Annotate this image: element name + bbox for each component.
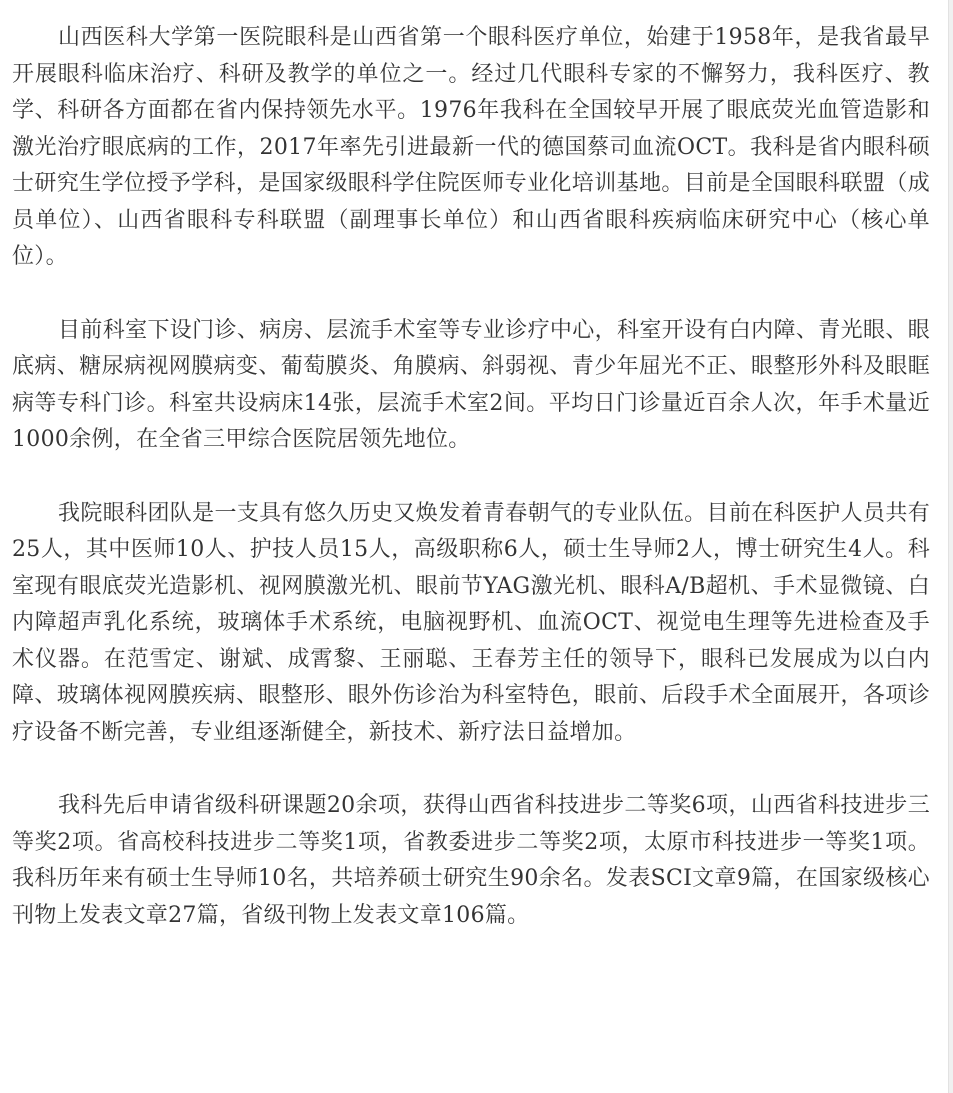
scrollbar-edge[interactable] <box>948 0 953 1093</box>
paragraph-team: 我院眼科团队是一支具有悠久历史又焕发着青春朝气的专业队伍。目前在科医护人员共有25人，其中医师10人、护技人员15人，高级职称6人，硕士生导师2人，博士研究生4人。科室现有眼底荧光造影机、视网膜激光机、眼前节YAG激光机、眼科A/B超机、手术显微镜、白内障超声乳化系统，玻璃体手术系统，电脑视野机、血流OCT、视觉电生理等先进检查及手术仪器。在范雪定、谢斌、成霄黎、王丽聪、王春芳主任的领导下，眼科已发展成为以白内障、玻璃体视网膜疾病、眼整形、眼外伤诊治为科室特色，眼前、后段手术全面展开，各项诊疗设备不断完善，专业组逐渐健全，新技术、新疗法日益增加。 <box>12 500 930 745</box>
paragraph-research: 我科先后申请省级科研课题20余项，获得山西省科技进步二等奖6项，山西省科技进步三等奖2项。省高校科技进步二等奖1项，省教委进步二等奖2项，太原市科技进步一等奖1项。我科历年来有硕士生导师10名，共培养硕士研究生90余名。发表SCI文章9篇，在国家级核心刊物上发表文章27篇，省级刊物上发表文章106篇。 <box>12 793 930 928</box>
paragraph-history: 山西医科大学第一医院眼科是山西省第一个眼科医疗单位，始建于1958年，是我省最早开展眼科临床治疗、科研及教学的单位之一。经过几代眼科专家的不懈努力，我科医疗、教学、科研各方面都在省内保持领先水平。1976年我科在全国较早开展了眼底荧光血管造影和激光治疗眼底病的工作，2017年率先引进最新一代的德国蔡司血流OCT。我科是省内眼科硕士研究生学位授予学科，是国家级眼科学住院医师专业化培训基地。目前是全国眼科联盟（成员单位）、山西省眼科专科联盟（副理事长单位）和山西省眼科疾病临床研究中心（核心单位）。 <box>12 25 930 269</box>
article-body <box>12 20 930 934</box>
paragraph-clinics: 目前科室下设门诊、病房、层流手术室等专业诊疗中心，科室开设有白内障、青光眼、眼底病、糖尿病视网膜病变、葡萄膜炎、角膜病、斜弱视、青少年屈光不正、眼整形外科及眼眶病等专科门诊。科室共设病床14张，层流手术室2间。平均日门诊量近百余人次，年手术量近1000余例，在全省三甲综合医院居领先地位。 <box>12 317 930 452</box>
